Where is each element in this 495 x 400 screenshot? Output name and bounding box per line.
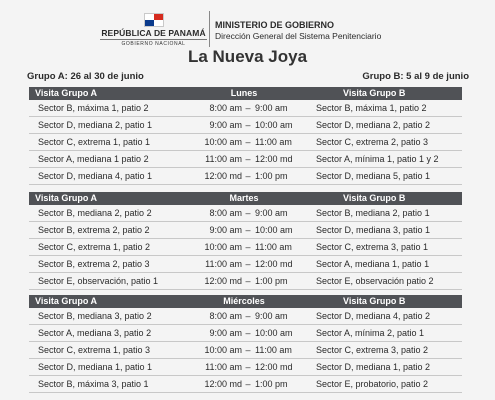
time-dash: – (245, 328, 251, 338)
end-time: 10:00 am (255, 328, 293, 338)
schedule-section-martes (29, 192, 462, 290)
group-a-cell: Sector B, máxima 3, patio 1 (38, 379, 149, 389)
start-time: 8:00 am (209, 311, 242, 321)
end-time: 12:00 md (255, 259, 293, 269)
group-b-cell: Sector D, mediana 5, patio 1 (316, 171, 431, 181)
table-row (29, 342, 462, 359)
time-dash: – (245, 208, 251, 218)
group-a-cell: Sector C, extrema 1, patio 2 (38, 242, 151, 252)
group-a-cell: Sector A, mediana 1 patio 2 (38, 154, 149, 164)
time-dash: – (245, 276, 251, 286)
section-header (29, 192, 462, 205)
group-a-cell: Sector B, mediana 3, patio 2 (38, 311, 152, 321)
time-dash: – (245, 103, 251, 113)
section-header (29, 87, 462, 100)
group-b-cell: Sector B, mediana 2, patio 1 (316, 208, 430, 218)
time-dash: – (245, 259, 251, 269)
day-heading: Martes (229, 193, 259, 203)
table-row (29, 376, 462, 393)
table-row (29, 256, 462, 273)
start-time: 10:00 am (204, 137, 242, 147)
group-b-cell: Sector D, mediana 1, patio 2 (316, 362, 431, 372)
start-time: 10:00 am (204, 345, 242, 355)
time-dash: – (245, 120, 251, 130)
group-b-cell: Sector D, mediana 4, patio 2 (316, 311, 431, 321)
table-row (29, 325, 462, 342)
section-header (29, 295, 462, 308)
group-b-cell: Sector C, extrema 3, patio 1 (316, 242, 429, 252)
end-time: 11:00 am (255, 345, 292, 355)
time-dash: – (245, 379, 251, 389)
end-time: 11:00 am (255, 242, 292, 252)
day-heading: Lunes (230, 88, 258, 98)
group-a-cell: Sector C, extrema 1, patio 1 (38, 137, 151, 147)
group-a-cell: Sector C, extrema 1, patio 3 (38, 345, 151, 355)
end-time: 11:00 am (255, 137, 292, 147)
time-dash: – (245, 137, 251, 147)
end-time: 12:00 md (255, 362, 293, 372)
table-row (29, 205, 462, 222)
schedule-section-miercoles (29, 295, 462, 393)
visit-a-heading: Visita Grupo A (35, 193, 98, 203)
table-row (29, 168, 462, 185)
table-row (29, 151, 462, 168)
group-a-cell: Sector B, máxima 1, patio 2 (38, 103, 149, 113)
end-time: 9:00 am (255, 103, 288, 113)
group-a-cell: Sector A, mediana 3, patio 2 (38, 328, 152, 338)
group-b-cell: Sector E, probatorio, patio 2 (316, 379, 429, 389)
table-row (29, 100, 462, 117)
header (0, 6, 495, 46)
table-row (29, 222, 462, 239)
page-title: La Nueva Joya (187, 47, 308, 66)
start-time: 12:00 md (204, 171, 242, 181)
table-row (29, 308, 462, 325)
group-b-cell: Sector D, mediana 2, patio 2 (316, 120, 431, 130)
group-a-cell: Sector D, mediana 2, patio 1 (38, 120, 153, 130)
time-dash: – (245, 154, 251, 164)
end-time: 12:00 md (255, 154, 293, 164)
end-time: 1:00 pm (255, 379, 288, 389)
group-b-cell: Sector A, mediana 1, patio 1 (316, 259, 430, 269)
group-a-cell: Sector D, mediana 4, patio 1 (38, 171, 153, 181)
ministry-name: MINISTERIO DE GOBIERNO (215, 20, 335, 30)
start-time: 8:00 am (209, 208, 242, 218)
table-row (29, 117, 462, 134)
visit-b-heading: Visita Grupo B (343, 193, 406, 203)
direction-name: Dirección General del Sistema Penitenciario (215, 31, 382, 41)
group-a-cell: Sector B, extrema 2, patio 3 (38, 259, 150, 269)
time-dash: – (245, 242, 251, 252)
table-row (29, 273, 462, 290)
table-row (29, 239, 462, 256)
end-time: 10:00 am (255, 120, 293, 130)
end-time: 9:00 am (255, 311, 288, 321)
group-a-cell: Sector D, mediana 1, patio 1 (38, 362, 153, 372)
start-time: 10:00 am (204, 242, 242, 252)
start-time: 11:00 am (205, 259, 242, 269)
visit-a-heading: Visita Grupo A (35, 88, 98, 98)
group-b-cell: Sector C, extrema 2, patio 3 (316, 137, 429, 147)
group-b-cell: Sector B, máxima 1, patio 2 (316, 103, 427, 113)
group-a-cell: Sector E, observación, patio 1 (38, 276, 159, 286)
republic-name: REPÚBLICA DE PANAMÁ (101, 28, 206, 38)
header-divider (209, 11, 210, 47)
end-time: 10:00 am (255, 225, 293, 235)
group-b-cell: Sector D, mediana 3, patio 1 (316, 225, 431, 235)
day-heading: Miércoles (223, 296, 265, 306)
time-dash: – (245, 171, 251, 181)
time-dash: – (245, 362, 251, 372)
visit-b-heading: Visita Grupo B (343, 296, 406, 306)
visit-a-heading: Visita Grupo A (35, 296, 98, 306)
start-time: 11:00 am (205, 154, 242, 164)
group-b-cell: Sector A, mínima 2, patio 1 (316, 328, 425, 338)
start-time: 12:00 md (204, 276, 242, 286)
group-a-cell: Sector B, mediana 2, patio 2 (38, 208, 152, 218)
start-time: 9:00 am (209, 120, 242, 130)
group-b-cell: Sector C, extrema 3, patio 2 (316, 345, 429, 355)
end-time: 1:00 pm (255, 171, 288, 181)
time-dash: – (245, 345, 251, 355)
government-label: GOBIERNO NACIONAL (100, 39, 207, 47)
panama-flag-icon (144, 13, 164, 27)
group-b-cell: Sector E, observación patio 2 (316, 276, 434, 286)
group-b-dates: Grupo B: 5 al 9 de junio (362, 71, 469, 82)
end-time: 1:00 pm (255, 276, 288, 286)
start-time: 11:00 am (205, 362, 242, 372)
start-time: 12:00 md (204, 379, 242, 389)
time-dash: – (245, 311, 251, 321)
schedule-section-lunes (29, 87, 462, 185)
time-dash: – (245, 225, 251, 235)
visit-b-heading: Visita Grupo B (343, 88, 406, 98)
start-time: 9:00 am (209, 328, 242, 338)
group-b-cell: Sector A, mínima 1, patio 1 y 2 (316, 154, 439, 164)
table-row (29, 359, 462, 376)
start-time: 8:00 am (209, 103, 242, 113)
group-a-cell: Sector B, extrema 2, patio 2 (38, 225, 150, 235)
group-a-dates: Grupo A: 26 al 30 de junio (27, 71, 144, 82)
table-row (29, 134, 462, 151)
start-time: 9:00 am (209, 225, 242, 235)
end-time: 9:00 am (255, 208, 288, 218)
